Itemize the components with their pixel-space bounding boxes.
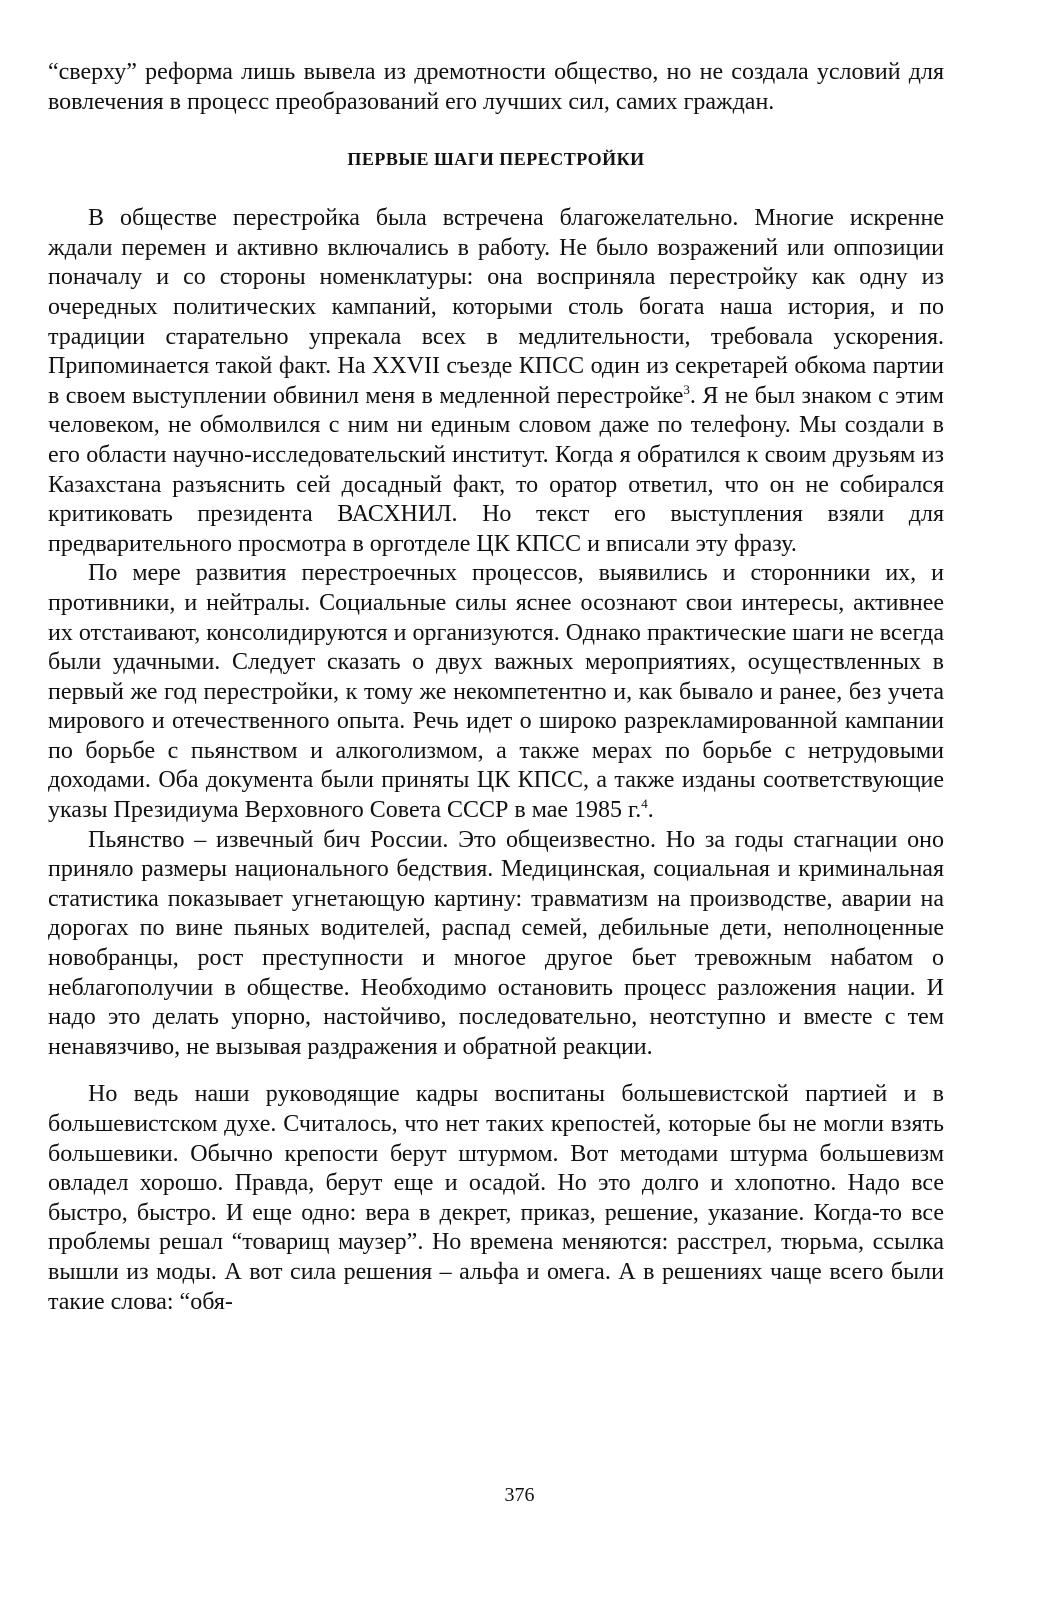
paragraph-text: В обществе перестройка была встречена благожелательно. Многие искренне ждали перемен и активно включались в работу. Не было возражений или оппозиции поначалу и со стороны номенклатуры: она восприняла перестройку как одну из очередных политических кампаний, которыми столь богата наша история, и по традиции старательно упрекала всех в медлительности, требовала ускорения. Припоминается такой факт. На XXVII съезде КПСС один из секретарей обкома партии в своем выступлении обвинил меня в медленной перестройке [48, 205, 944, 409]
paragraph [48, 204, 944, 559]
paragraph-text: По мере развития перестроечных процессов, выявились и сторонники их, и противники, и нейтралы. Социальные силы яснее осознают свои интересы, активнее их отстаивают, консолидируются и организуются. Однако практические шаги не всегда были удачными. Следует сказать о двух важных мероприятиях, осуществленных в первый же год перестройки, к тому же некомпетентно и, как бывало и ранее, без учета мирового и отечественного опыта. Речь идет о широко разрекламированной кампании по борьбе с пьянством и алкоголизмом, а также мерах по борьбе с нетрудовыми доходами. Оба документа были приняты ЦК КПСС, а также изданы соответствующие указы Президиума Верховного Совета СССР в мае 1985 г. [48, 560, 944, 824]
paragraph-text: . Я не был знаком с этим человеком, не обмолвился с ним ни единым словом даже по телефону. Мы создали в его области научно-исследовательский институт. Когда я обратился к своим друзьям из Казахстана разъяснить сей досадный факт, то оратор ответил, что он не собирался критиковать президента ВАСХНИЛ. Но текст его выступления взяли для предварительного просмотра в орготделе ЦК КПСС и вписали эту фразу. [48, 382, 944, 557]
paragraph-continued: “сверху” реформа лишь вывела из дремотности общество, но не создала условий для вовлечения в процесс преобразований его лучших сил, самих граждан. [48, 59, 944, 115]
paragraph [48, 559, 944, 825]
footnote-reference: 3 [683, 381, 690, 397]
page-number: 376 [504, 1484, 535, 1506]
paragraph: Но ведь наши руководящие кадры воспитаны большевистской партией и в большевистском духе. Считалось, что нет таких крепостей, которые бы не могли взять большевики. Обычно крепости берут штурмом. Вот методами штурма большевизм овладел хорошо. Правда, берут еще и осадой. Но это долго и хлопотно. Надо все быстро, быстро. И еще одно: вера в декрет, приказ, решение, указание. Когда-то все проблемы решал “товарищ маузер”. Но времена меняются: расстрел, тюрьма, ссылка вышли из моды. А вот сила решения – альфа и омега. А в решениях чаще всего были такие слова: “обя- [48, 1081, 944, 1315]
paragraph: Пьянство – извечный бич России. Это общеизвестно. Но за годы стагнации оно приняло размеры национального бедствия. Медицинская, социальная и криминальная статистика показывает угнетающую картину: травматизм на производстве, аварии на дорогах по вине пьяных водителей, распад семей, дебильные дети, неполноценные новобранцы, рост преступности и многое другое бьет тревожным набатом о неблагополучии в обществе. Необходимо остановить процесс разложения нации. И надо это делать упорно, настойчиво, последовательно, неотступно и вместе с тем ненавязчиво, не вызывая раздражения и обратной реакции. [48, 826, 944, 1060]
paragraph-text: . [647, 797, 654, 824]
page-content [48, 58, 944, 1317]
footnote-reference: 4 [641, 796, 648, 812]
section-heading: ПЕРВЫЕ ШАГИ ПЕРЕСТРОЙКИ [347, 149, 645, 170]
